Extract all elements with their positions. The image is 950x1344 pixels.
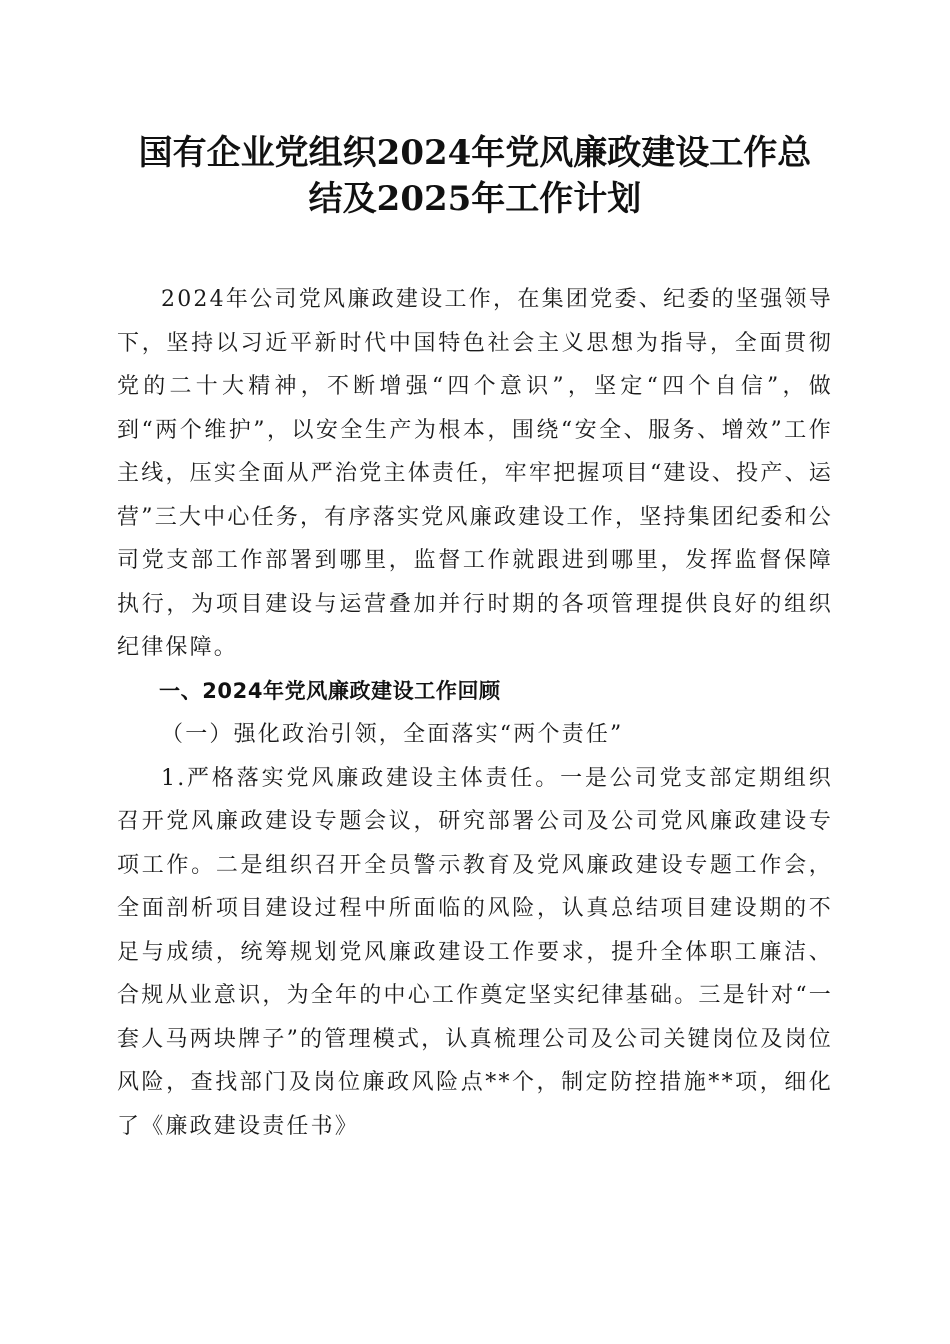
title-line-2: 结及2025年工作计划	[308, 179, 642, 219]
item-paragraph: 1.严格落实党风廉政建设主体责任。一是公司党支部定期组织召开党风廉政建设专题会议，研究部署公司及公司党风廉政建设专项工作。二是组织召开全员警示教育及党风廉政建设专题工作会，全面剖析项目建设过程中所面临的风险，认真总结项目建设期的不足与成绩，统筹规划党风廉政建设工作要求，提升全体职工廉洁、合规从业意识，为全年的中心工作奠定坚实纪律基础。三是针对“一套人马两块牌子”的管理模式，认真梳理公司及公司关键岗位及岗位风险，查找部门及岗位廉政风险点**个，制定防控措施**项，细化了《廉政建设责任书》	[117, 765, 833, 1139]
subsection-heading: （一）强化政治引领，全面落实“两个责任”	[161, 722, 624, 747]
intro-paragraph: 2024年公司党风廉政建设工作，在集团党委、纪委的坚强领导下，坚持以习近平新时代中国特色社会主义思想为指导，全面贯彻党的二十大精神，不断增强“四个意识”，坚定“四个自信”，做到“两个维护”，以安全生产为根本，围绕“安全、服务、增效”工作主线，压实全面从严治党主体责任，牢牢把握项目“建设、投产、运营”三大中心任务，有序落实党风廉政建设工作，坚持集团纪委和公司党支部工作部署到哪里，监督工作就跟进到哪里，发挥监督保障执行，为项目建设与运营叠加并行时期的各项管理提供良好的组织纪律保障。	[117, 287, 833, 660]
document-title	[100, 130, 850, 222]
document-body	[117, 278, 833, 1148]
title-line-1: 国有企业党组织2024年党风廉政建设工作总	[138, 133, 812, 173]
section-heading: 一、2024年党风廉政建设工作回顾	[159, 678, 501, 703]
